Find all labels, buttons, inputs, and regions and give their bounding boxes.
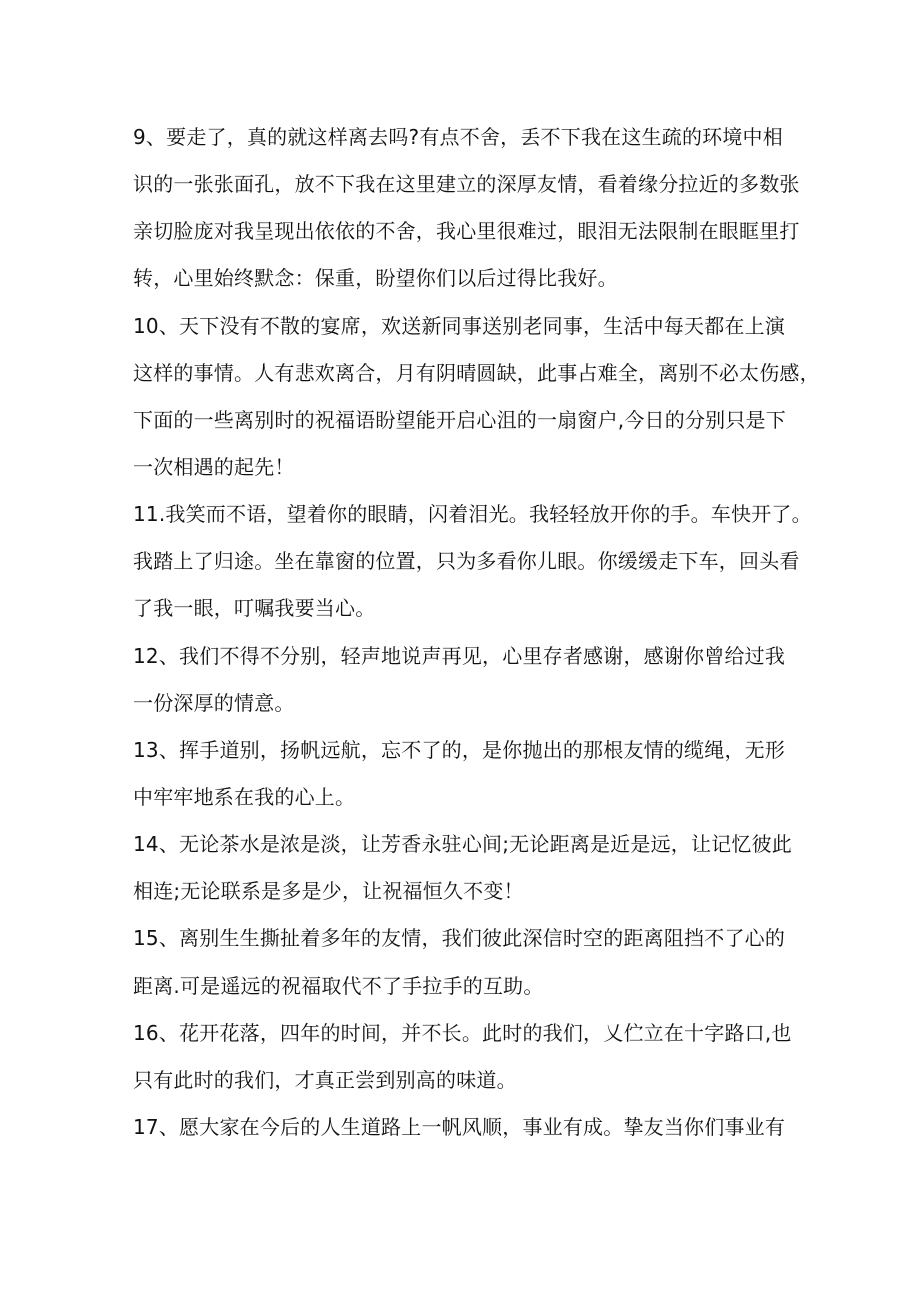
text-line: 下面的一些离别时的祝福语盼望能开启心沮的一扇窗户,今日的分别只是下	[133, 407, 786, 432]
text-line: 一次相遇的起先！	[133, 454, 295, 479]
text-line: 10、天下没有不散的宴席，欢送新同事送别老同事，生活中每天都在上演	[133, 313, 786, 338]
text-line: 了我一眼，叮嘱我要当心。	[133, 596, 376, 621]
text-line: 中牢牢地系在我的心上。	[133, 784, 356, 809]
text-line: 15、离别生生撕扯着多年的友情，我们彼此深信时空的距离阻挡不了心的	[133, 926, 786, 951]
text-line: 距离.可是遥远的祝福取代不了手拉手的互助。	[133, 973, 544, 998]
text-line: 9、要走了，真的就这样离去吗?有点不舍，丢不下我在这生疏的环境中相	[133, 125, 783, 149]
text-line: 我踏上了归途。坐在靠窗的位置，只为多看你儿眼。你缓缓走下车，回头看	[133, 549, 800, 574]
text-line: 转，心里始终默念：保重，盼望你们以后过得比我好。	[133, 266, 618, 291]
text-line: 一份深厚的情意。	[133, 690, 295, 715]
text-line: 13、挥手道别，扬帆远航，忘不了的，是你抛出的那根友情的缆绳，无形	[133, 737, 786, 762]
text-line: 11.我笑而不语，望着你的眼睛，闪着泪光。我轻轻放开你的手。车快开了。	[133, 502, 812, 527]
text-line: 17、愿大家在今后的人生道路上一帆风顺，事业有成。挚友当你们事业有	[133, 1114, 786, 1139]
document-body	[133, 118, 820, 1155]
text-line: 12、我们不得不分别，轻声地说声再见，心里存者感谢，感谢你曾给过我	[133, 643, 786, 668]
text-line: 14、无论茶水是浓是淡，让芳香永驻心间;无论距离是近是远，让记忆彼此	[133, 832, 792, 857]
text-line: 这样的事情。人有悲欢离合，月有阴晴圆缺，此事占难全，离别不必太伤感，	[133, 360, 820, 385]
text-line: 16、花开花落，四年的时间，并不长。此时的我们，乂伫立在十字路口,也	[133, 1020, 792, 1045]
text-line: 识的一张张面孔，放不下我在这里建立的深厚友情，看着缘分拉近的多数张	[133, 172, 800, 197]
text-line: 只有此时的我们，才真正尝到别高的味道。	[133, 1067, 517, 1092]
text-line: 相连;无论联系是多是少，让祝福恒久不变！	[133, 879, 524, 904]
text-line: 亲切脸庞对我呈现出依依的不舍，我心里很难过，眼泪无法限制在眼眶里打	[133, 219, 800, 244]
